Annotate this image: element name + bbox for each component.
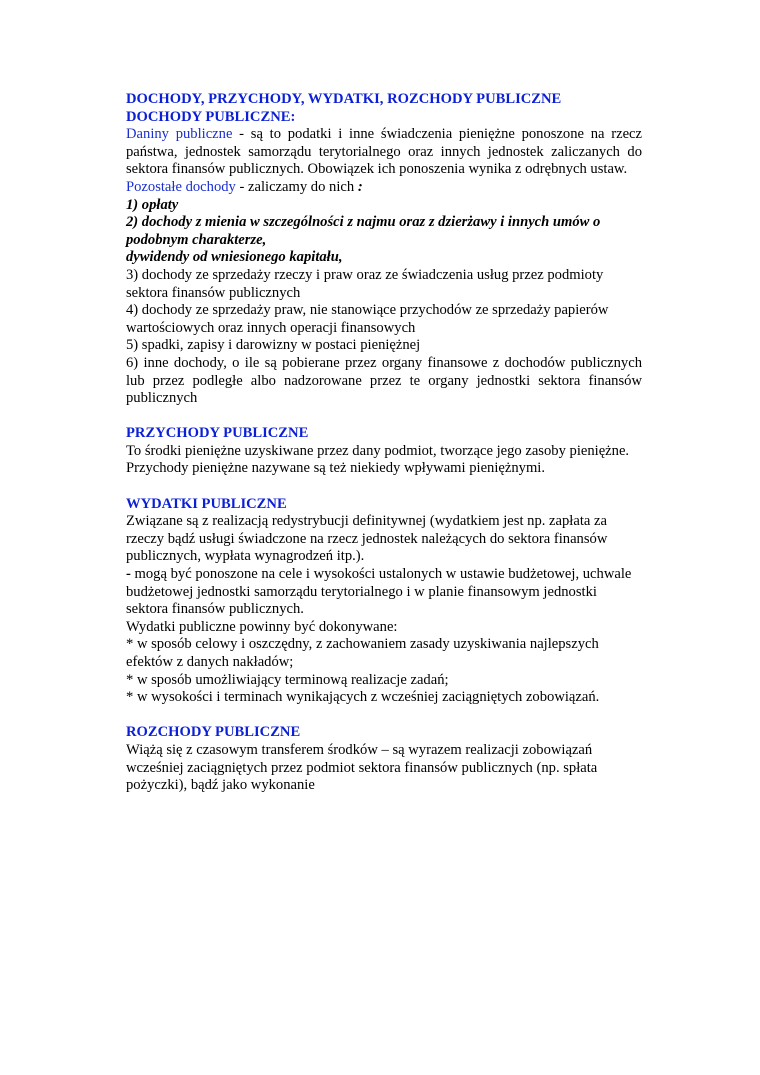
dash-mark: - [126,566,131,583]
list-item-5: 5) spadki, zapisy i darowizny w postaci pieniężnej [126,337,421,354]
document-body [126,91,642,795]
bullet-3: * w wysokości i terminach wynikających z wcześniej zaciągniętych zobowiązań. [126,689,600,706]
paragraph-pozostale [126,179,642,197]
heading-dochody: DOCHODY PUBLICZNE: [126,108,296,125]
wydatki-2-text: mogą być ponoszone na cele i wysokości ustalonych w ustawie budżetowej, uchwale budżetowej jednostki samorządu terytorialnego i w planie finansowym jednostki sektora finansów publicznych. [126,566,632,618]
list-item-6: 6) inne dochody, o ile są pobierane przez organy finansowe z dochodów publicznych lub przez podległe albo nadzorowane przez te organy jednostki sektora finansów publicznych [126,354,642,407]
spacer [126,707,642,725]
paragraph-wydatki-2 [126,566,642,619]
list-item-4: 4) dochody ze sprzedaży praw, nie stanowiące przychodów ze sprzedaży papierów wartościowych oraz innych operacji finansowych [126,302,609,336]
list-item-3: 3) dochody ze sprzedaży rzeczy i praw oraz ze świadczenia usług przez podmioty sektora finansów publicznych [126,266,604,301]
heading-rozchody: ROZCHODY PUBLICZNE [126,724,301,741]
document-title: DOCHODY, PRZYCHODY, WYDATKI, ROZCHODY PUBLICZNE [126,91,562,107]
list-item-2: 2) dochody z mienia w szczególności z najmu oraz z dzierżawy i innych umów o podobnym charakterze, [126,214,601,248]
pozostale-text: - zaliczamy do nich [235,178,358,195]
paragraph-wydatki-1: Związane są z realizacją redystrybucji definitywnej (wydatkiem jest np. zapłata za rzeczy bądź usługi świadczone na rzecz jednostek należących do sektora finansów publicznych, wypłata wynagrodzeń itp.). [126,513,608,565]
paragraph-przychody: To środki pieniężne uzyskiwane przez dany podmiot, tworzące jego zasoby pieniężne. Przychody pieniężne nazywane są też niekiedy wpływami pieniężnymi. [126,442,630,477]
paragraph-wydatki-3: Wydatki publiczne powinny być dokonywane: [126,618,398,635]
daniny-text: - są to podatki i inne świadczenia pieniężne ponoszone na rzecz państwa, jednostek samorządu terytorialnego oraz innych jednostek zaliczanych do sektora finansów publicznych. Obowiązek ich ponoszenia wynika z odrębnych ustaw. [126,126,643,178]
bullet-2: * w sposób umożliwiający terminową realizacje zadań; [126,671,449,688]
heading-wydatki: WYDATKI PUBLICZNE [126,495,287,512]
spacer [126,408,642,426]
paragraph-rozchody: Wiążą się z czasowym transferem środków – są wyrazem realizacji zobowiązań wcześniej zaciągniętych przez podmiot sektora finansów publicznych (np. spłata pożyczki), bądź jako wykonanie [126,741,598,794]
list-item-1: 1) opłaty [126,196,179,213]
heading-przychody: PRZYCHODY PUBLICZNE [126,425,309,442]
term-daniny: Daniny publiczne [126,126,233,143]
bullet-1: * w sposób celowy i oszczędny, z zachowaniem zasady uzyskiwania najlepszych efektów z danych nakładów; [126,636,599,670]
pozostale-colon: : [357,178,363,195]
paragraph-daniny [126,126,642,179]
spacer [126,478,642,496]
term-pozostale: Pozostałe dochody [126,178,236,195]
list-item-2-cont: dywidendy od wniesionego kapitału, [126,249,343,266]
